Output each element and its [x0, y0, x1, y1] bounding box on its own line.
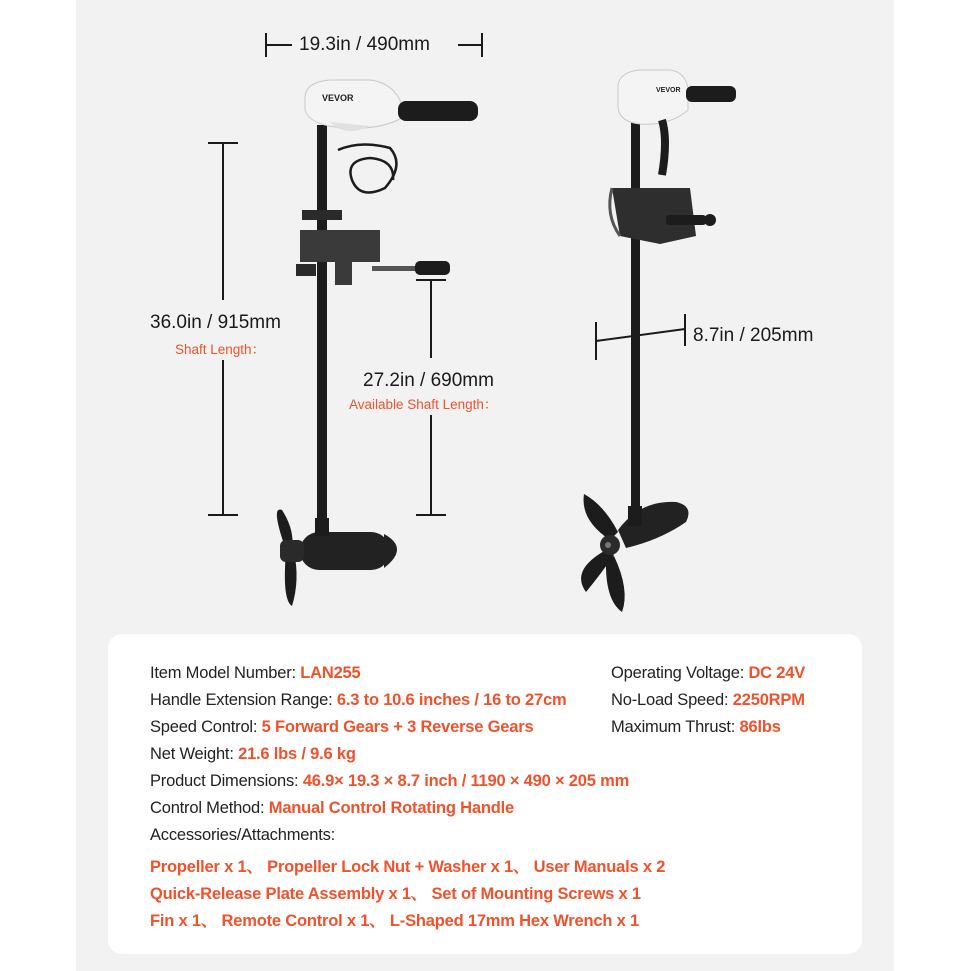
shaft-dimension-label: 36.0in / 915mm [150, 312, 281, 333]
spec-handle-extension: Handle Extension Range: 6.3 to 10.6 inches / 16 to 27cm [150, 691, 567, 709]
accessories-line-2: Quick-Release Plate Assembly x 1、 Set of Mounting Screws x 1 [150, 885, 641, 903]
available-dimension-label: 27.2in / 690mm [363, 370, 494, 391]
spec-maximum-thrust: Maximum Thrust: 86lbs [611, 718, 781, 736]
spec-control-method: Control Method: Manual Control Rotating Handle [150, 799, 514, 817]
spec-product-dimensions: Product Dimensions: 46.9× 19.3 × 8.7 inch / 1190 × 490 × 205 mm [150, 772, 630, 790]
accessories-line-3: Fin x 1、 Remote Control x 1、 L-Shaped 17mm Hex Wrench x 1 [150, 912, 639, 930]
shaft-length-caption: Shaft Length： [175, 342, 266, 357]
depth-dimension-label: 8.7in / 205mm [693, 325, 814, 346]
trolling-motor-front [277, 80, 478, 606]
accessories-line-1: Propeller x 1、 Propeller Lock Nut + Washer x 1、 User Manuals x 2 [150, 858, 666, 876]
spec-operating-voltage: Operating Voltage: DC 24V [611, 664, 806, 682]
spec-no-load-speed: No-Load Speed: 2250RPM [611, 691, 805, 709]
available-shaft-caption: Available Shaft Length： [349, 397, 498, 412]
brand-logo-front: VEVOR [322, 93, 354, 103]
spec-accessories-label: Accessories/Attachments: [150, 826, 336, 844]
depth-dimension-line [596, 314, 685, 360]
spec-net-weight: Net Weight: 21.6 lbs / 9.6 kg [150, 745, 356, 763]
spec-model: Item Model Number: LAN255 [150, 664, 361, 682]
spec-speed-control: Speed Control: 5 Forward Gears + 3 Reverse Gears [150, 718, 534, 736]
brand-logo-side: VEVOR [656, 87, 681, 94]
width-dimension-label: 19.3in / 490mm [299, 34, 430, 55]
